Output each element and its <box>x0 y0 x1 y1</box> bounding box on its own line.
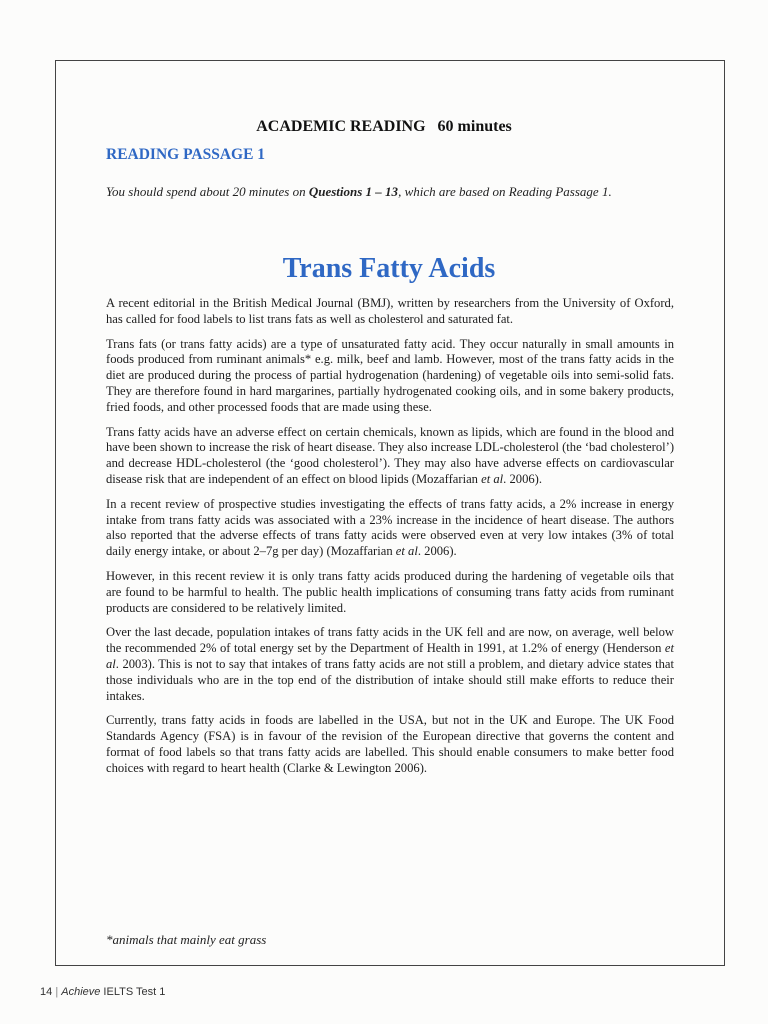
paragraph-2: Trans fats (or trans fatty acids) are a type of unsaturated fatty acid. They occur naturally in small amounts in foods produced from ruminant animals* e.g. milk, beef and lamb. However, most of the trans fatty acids in the diet are produced during the process of partial hydrogenation (hardening) of vegetable oils into semi-solid fats. They are therefore found in hard margarines, partially hydrogenated cooking oils, and in some bakery products, fried foods, and other processed foods that are made using these. <box>106 336 674 414</box>
book-subtitle: IELTS Test 1 <box>100 986 166 998</box>
paragraph-4-text: In a recent review of prospective studies investigating the effects of trans fatty acids, a 2% increase in energy intake from trans fatty acids was associated with a 23% increase in the incidence of heart disease. The authors also reported that the adverse effects of trans fatty acids were observed even at very low intakes (3% of total daily energy intake, or about 2–7g per day) (Mozaffarian <box>106 496 674 559</box>
paragraph-1: A recent editorial in the British Medical Journal (BMJ), written by researchers from the University of Oxford, has called for food labels to list trans fats as well as cholesterol and saturated fat. <box>106 296 674 326</box>
page-number: 14 <box>40 986 53 998</box>
page-footer <box>40 986 165 998</box>
instruction-text: You should spend about 20 minutes on <box>106 184 309 199</box>
paragraph-6-end: . 2003). This is not to say that intakes of trans fatty acids are not still a problem, and dietary advice states that those individuals who are in the top end of the distribution of intake should still make efforts to reduce their intakes. <box>106 656 674 703</box>
article-title: Trans Fatty Acids <box>282 253 496 284</box>
paragraph-3-end: . 2006). <box>503 471 542 486</box>
instruction-text-end: , which are based on Reading Passage 1. <box>398 184 612 199</box>
instruction-questions: Questions 1 – 13 <box>308 184 399 199</box>
book-title: Achieve <box>61 986 101 998</box>
paragraph-5: However, in this recent review it is only trans fatty acids produced during the hardening of vegetable oils that are found to be harmful to health. The public health implications of consuming trans fatty acids from ruminant products are considered to be relatively limited. <box>106 568 674 615</box>
section-title: ACADEMIC READING 60 minutes <box>256 118 512 135</box>
et-al: et al <box>481 471 504 486</box>
et-al: et al <box>106 641 674 671</box>
footnote: *animals that mainly eat grass <box>106 932 267 947</box>
et-al: et al <box>395 544 418 559</box>
paragraph-4 <box>106 497 674 560</box>
footer-separator: | <box>55 986 59 998</box>
passage-label: READING PASSAGE 1 <box>106 146 266 163</box>
paragraph-3 <box>106 425 674 488</box>
paragraph-3-text: Trans fatty acids have an adverse effect on certain chemicals, known as lipids, which are found in the blood and have been shown to increase the risk of heart disease. They also increase LDL-cholesterol (the ‘bad cholesterol’) and decrease HDL-cholesterol (the ‘good cholesterol’). They may also have adverse effects on cardiovascular disease risk that are independent of an effect on blood lipids (Mozaffarian <box>106 424 675 486</box>
paragraph-4-end: . 2006). <box>417 544 457 559</box>
paragraph-7: Currently, trans fatty acids in foods are labelled in the USA, but not in the UK and Europe. The UK Food Standards Agency (FSA) is in favour of the revision of the European directive that governs the content and format of food labels so that trans fatty acids are labelled. This should enable consumers to make better food choices with regard to heart health (Clarke & Lewington 2006). <box>106 713 674 775</box>
instructions <box>106 184 706 200</box>
article-body <box>106 296 674 786</box>
paragraph-6 <box>106 625 674 704</box>
paragraph-6-text: Over the last decade, population intakes of trans fatty acids in the UK fell and are now, on average, well below the recommended 2% of total energy set by the Department of Health in 1991, at 1.2% of energy (Henderson <box>106 625 674 656</box>
